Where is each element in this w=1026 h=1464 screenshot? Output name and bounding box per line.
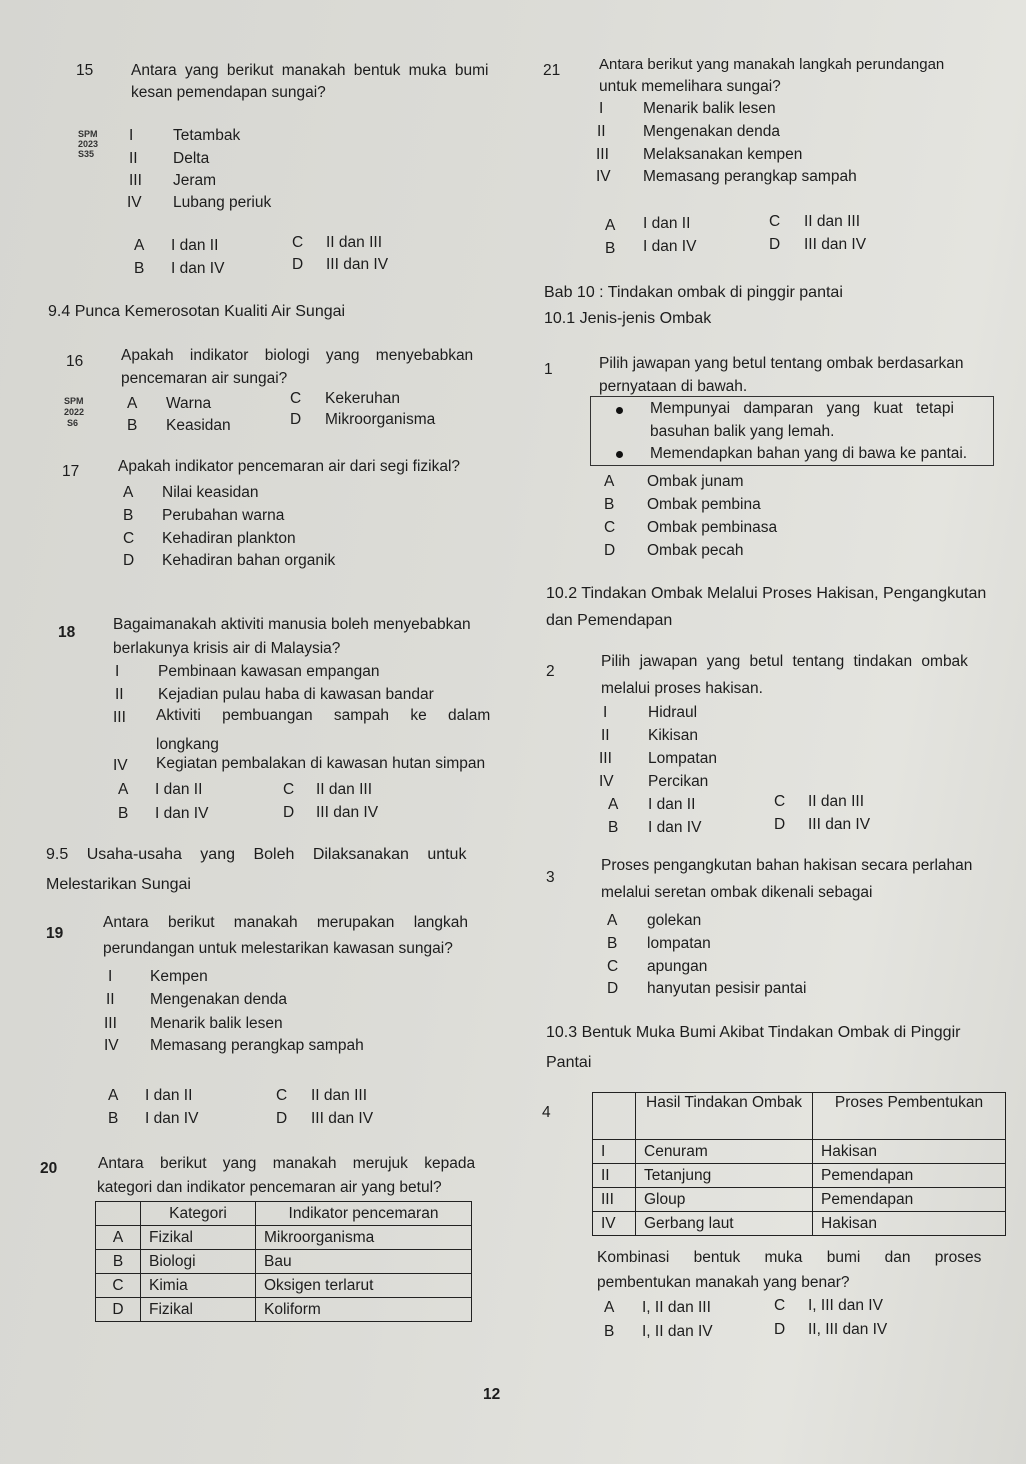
q18-stem: Bagaimanakah aktiviti manusia boleh menyebabkan — [113, 616, 471, 633]
q20-table — [95, 1201, 472, 1322]
spm-tag: SPM — [64, 396, 84, 406]
item-text: Delta — [173, 150, 210, 167]
section-heading: dan Pemendapan — [546, 612, 673, 629]
option-text: Ombak pembina — [647, 496, 761, 513]
item-text: Menarik balik lesen — [150, 1015, 283, 1032]
item-text: Kegiatan pembalakan di kawasan hutan simpan — [156, 755, 486, 772]
q20-stem: Antara berikut yang manakah merujuk kepada — [98, 1155, 476, 1172]
item-roman: IV — [599, 773, 614, 790]
item-roman: I — [603, 704, 608, 721]
item-roman: I — [108, 968, 113, 985]
option-text: III dan IV — [311, 1110, 374, 1127]
table-cell: Hakisan — [813, 1212, 1006, 1236]
section-heading: 9.4 Punca Kemerosotan Kualiti Air Sungai — [48, 303, 346, 320]
q16-stem: pencemaran air sungai? — [121, 370, 288, 387]
option-letter: C — [290, 390, 302, 407]
table-cell: Hakisan — [813, 1140, 1006, 1164]
statement-text: Memendapkan bahan yang di bawa ke pantai. — [650, 445, 968, 462]
option-letter: D — [283, 804, 295, 821]
r3-number: 3 — [546, 869, 555, 886]
option-letter: D — [276, 1110, 288, 1127]
table-cell: Tetanjung — [636, 1164, 813, 1188]
item-text: longkang — [156, 736, 219, 753]
table-header-row — [593, 1093, 1006, 1140]
option-text: I dan IV — [171, 260, 225, 277]
q19-stem: Antara berikut manakah merupakan langkah — [103, 914, 469, 931]
item-text: Tetambak — [173, 127, 241, 144]
r3-stem: Proses pengangkutan bahan hakisan secara perlahan — [601, 857, 973, 874]
option-text: II dan III — [808, 793, 865, 810]
q15-number: 15 — [76, 62, 94, 79]
item-text: Lubang periuk — [173, 194, 272, 211]
q16-stem: Apakah indikator biologi yang menyebabkan — [121, 347, 474, 364]
item-roman: II — [597, 123, 606, 140]
table-cell: Kimia — [141, 1274, 256, 1298]
item-roman: III — [129, 172, 142, 189]
item-roman: III — [104, 1015, 117, 1032]
table-row — [593, 1164, 1006, 1188]
statement-text: Mempunyai damparan yang kuat tetapi — [650, 400, 954, 417]
item-roman: II — [106, 991, 115, 1008]
option-text: III dan IV — [804, 236, 867, 253]
q18-number: 18 — [58, 624, 76, 641]
option-letter: B — [118, 805, 129, 822]
option-letter: A — [134, 237, 145, 254]
table-cell: D — [96, 1298, 141, 1322]
section-heading: Melestarikan Sungai — [46, 876, 191, 893]
item-roman: I — [115, 663, 120, 680]
table-cell: III — [593, 1188, 636, 1212]
option-letter: D — [774, 816, 786, 833]
option-text: I dan II — [648, 796, 696, 813]
option-letter: B — [123, 507, 134, 524]
table-cell: B — [96, 1250, 141, 1274]
r4-stem: Kombinasi bentuk muka bumi dan proses — [597, 1249, 982, 1266]
table-cell: Pemendapan — [813, 1164, 1006, 1188]
option-text: apungan — [647, 958, 708, 975]
option-text: I dan IV — [648, 819, 702, 836]
item-text: Mengenakan denda — [150, 991, 288, 1008]
table-header — [96, 1202, 141, 1226]
item-roman: II — [115, 686, 124, 703]
item-text: Jeram — [173, 172, 217, 189]
option-letter: A — [607, 912, 618, 929]
item-roman: IV — [113, 757, 128, 774]
option-text: II dan III — [316, 781, 373, 798]
item-text: Kikisan — [648, 727, 698, 744]
item-roman: II — [129, 150, 138, 167]
item-text: Mengenakan denda — [643, 123, 781, 140]
option-letter: A — [604, 1299, 615, 1316]
section-heading: 9.5 Usaha-usaha yang Boleh Dilaksanakan untuk — [46, 846, 467, 863]
option-text: Keasidan — [166, 417, 231, 434]
item-roman: I — [129, 127, 134, 144]
option-letter: A — [118, 781, 129, 798]
table-cell: Gerbang laut — [636, 1212, 813, 1236]
item-roman: III — [596, 146, 609, 163]
option-letter: C — [283, 781, 295, 798]
option-letter: A — [127, 395, 138, 412]
q17-stem: Apakah indikator pencemaran air dari segi fizikal? — [118, 458, 461, 475]
table-header: Hasil Tindakan Ombak — [636, 1093, 813, 1140]
table-row — [96, 1250, 472, 1274]
option-text: Kekeruhan — [325, 390, 400, 407]
item-roman: III — [599, 750, 612, 767]
bullet-icon — [616, 407, 623, 414]
item-text: Melaksanakan kempen — [643, 146, 803, 163]
option-text: lompatan — [647, 935, 711, 952]
option-letter: D — [607, 980, 619, 997]
q19-stem: perundangan untuk melestarikan kawasan sungai? — [103, 940, 453, 957]
table-cell: IV — [593, 1212, 636, 1236]
option-letter: C — [276, 1087, 288, 1104]
option-letter: B — [134, 260, 145, 277]
option-letter: B — [604, 496, 615, 513]
table-cell: Bau — [256, 1250, 472, 1274]
option-text: III dan IV — [326, 256, 389, 273]
q18-stem: berlakunya krisis air di Malaysia? — [113, 640, 341, 657]
item-roman: IV — [104, 1037, 119, 1054]
table-cell: Gloup — [636, 1188, 813, 1212]
q17-number: 17 — [62, 463, 80, 480]
r2-stem: Pilih jawapan yang betul tentang tindakan ombak — [601, 653, 968, 670]
option-letter: A — [604, 473, 615, 490]
option-text: Ombak pembinasa — [647, 519, 778, 536]
option-letter: A — [605, 217, 616, 234]
option-letter: C — [123, 530, 135, 547]
statement-text: basuhan balik yang lemah. — [650, 423, 835, 440]
r1-stem: pernyataan di bawah. — [599, 378, 748, 395]
bullet-icon — [616, 451, 623, 458]
option-letter: C — [607, 958, 619, 975]
table-cell: I — [593, 1140, 636, 1164]
r4-stem: pembentukan manakah yang benar? — [597, 1274, 850, 1291]
option-text: Ombak junam — [647, 473, 744, 490]
option-text: I dan II — [155, 781, 203, 798]
table-row — [96, 1226, 472, 1250]
spm-tag: SPM — [78, 129, 98, 139]
option-letter: B — [108, 1110, 119, 1127]
spm-tag: 2023 — [78, 139, 99, 149]
option-letter: C — [604, 519, 616, 536]
table-cell: Koliform — [256, 1298, 472, 1322]
table-cell: Fizikal — [141, 1298, 256, 1322]
item-roman: III — [113, 709, 126, 726]
table-cell: Cenuram — [636, 1140, 813, 1164]
option-text: II, III dan IV — [808, 1321, 888, 1338]
item-text: Menarik balik lesen — [643, 100, 776, 117]
item-roman: I — [599, 100, 604, 117]
q16-number: 16 — [66, 353, 84, 370]
q15-stem: Antara yang berikut manakah bentuk muka bumi — [131, 62, 489, 79]
table-row — [593, 1188, 1006, 1212]
option-text: hanyutan pesisir pantai — [647, 980, 807, 997]
r3-stem: melalui seretan ombak dikenali sebagai — [601, 884, 873, 901]
table-row — [593, 1212, 1006, 1236]
item-text: Percikan — [648, 773, 709, 790]
chapter-heading: Bab 10 : Tindakan ombak di pinggir pantai — [544, 284, 843, 301]
option-letter: B — [607, 935, 618, 952]
option-letter: A — [123, 484, 134, 501]
table-cell: Oksigen terlarut — [256, 1274, 472, 1298]
table-header: Indikator pencemaran — [256, 1202, 472, 1226]
item-text: Kempen — [150, 968, 208, 985]
spm-tag: 2022 — [64, 407, 85, 417]
table-cell: Pemendapan — [813, 1188, 1006, 1212]
option-text: Mikroorganisma — [325, 411, 436, 428]
option-text: II dan III — [326, 234, 383, 251]
option-letter: D — [774, 1321, 786, 1338]
r2-number: 2 — [546, 663, 555, 680]
q21-stem: Antara berikut yang manakah langkah perundangan — [599, 56, 945, 73]
option-letter: B — [604, 1323, 615, 1340]
option-text: III dan IV — [316, 804, 379, 821]
item-roman: II — [601, 727, 610, 744]
option-letter: B — [127, 417, 138, 434]
option-text: I dan II — [171, 237, 219, 254]
option-text: II dan III — [804, 213, 861, 230]
option-letter: C — [769, 213, 781, 230]
item-text: Memasang perangkap sampah — [150, 1037, 364, 1054]
section-heading: Pantai — [546, 1054, 592, 1071]
table-cell: II — [593, 1164, 636, 1188]
item-text: Kejadian pulau haba di kawasan bandar — [158, 686, 434, 703]
table-cell: Mikroorganisma — [256, 1226, 472, 1250]
item-roman: IV — [596, 168, 611, 185]
option-text: golekan — [647, 912, 702, 929]
option-text: II dan III — [311, 1087, 368, 1104]
q19-number: 19 — [46, 925, 64, 942]
section-heading: 10.1 Jenis-jenis Ombak — [544, 310, 712, 327]
option-text: Kehadiran bahan organik — [162, 552, 336, 569]
option-text: Warna — [166, 395, 212, 412]
option-text: I dan II — [145, 1087, 193, 1104]
r1-stem: Pilih jawapan yang betul tentang ombak berdasarkan — [599, 355, 964, 372]
r1-number: 1 — [544, 361, 553, 378]
table-header — [593, 1093, 636, 1140]
table-cell: A — [96, 1226, 141, 1250]
option-letter: C — [774, 793, 786, 810]
option-letter: D — [604, 542, 616, 559]
item-text: Hidraul — [648, 704, 698, 721]
item-text: Aktiviti pembuangan sampah ke dalam — [156, 707, 491, 724]
item-text: Lompatan — [648, 750, 717, 767]
option-letter: C — [774, 1297, 786, 1314]
r4-table — [592, 1092, 1006, 1236]
table-row — [593, 1140, 1006, 1164]
option-text: Perubahan warna — [162, 507, 285, 524]
item-text: Memasang perangkap sampah — [643, 168, 857, 185]
section-heading: 10.2 Tindakan Ombak Melalui Proses Hakisan, Pengangkutan — [546, 585, 987, 602]
option-letter: A — [608, 796, 619, 813]
option-text: I dan II — [643, 215, 691, 232]
table-row — [96, 1274, 472, 1298]
spm-tag: S35 — [78, 149, 95, 159]
q20-number: 20 — [40, 1160, 58, 1177]
option-text: Nilai keasidan — [162, 484, 259, 501]
q21-stem: untuk memelihara sungai? — [599, 78, 781, 95]
section-heading: 10.3 Bentuk Muka Bumi Akibat Tindakan Ombak di Pinggir — [546, 1024, 961, 1041]
spm-tag: S6 — [67, 418, 79, 428]
option-text: Ombak pecah — [647, 542, 744, 559]
option-letter: C — [292, 234, 304, 251]
option-text: I dan IV — [145, 1110, 199, 1127]
option-text: III dan IV — [808, 816, 871, 833]
table-header: Proses Pembentukan — [813, 1093, 1006, 1140]
option-letter: A — [108, 1087, 119, 1104]
r2-stem: melalui proses hakisan. — [601, 680, 763, 697]
option-letter: D — [123, 552, 135, 569]
table-cell: C — [96, 1274, 141, 1298]
option-letter: B — [605, 240, 616, 257]
item-text: Pembinaan kawasan empangan — [158, 663, 380, 680]
option-letter: D — [769, 236, 781, 253]
q21-number: 21 — [543, 62, 561, 79]
option-text: Kehadiran plankton — [162, 530, 296, 547]
table-cell: Biologi — [141, 1250, 256, 1274]
q15-stem: kesan pemendapan sungai? — [131, 84, 326, 101]
option-text: I dan IV — [155, 805, 209, 822]
option-text: I, III dan IV — [808, 1297, 883, 1314]
q20-stem: kategori dan indikator pencemaran air yang betul? — [97, 1179, 442, 1196]
option-text: I, II dan III — [642, 1299, 711, 1316]
page-number: 12 — [483, 1386, 501, 1403]
item-roman: IV — [127, 194, 142, 211]
table-cell: Fizikal — [141, 1226, 256, 1250]
table-header: Kategori — [141, 1202, 256, 1226]
table-header-row — [96, 1202, 472, 1226]
option-text: I, II dan IV — [642, 1323, 713, 1340]
option-text: I dan IV — [643, 238, 697, 255]
r4-number: 4 — [542, 1104, 551, 1121]
option-letter: D — [290, 411, 302, 428]
table-row — [96, 1298, 472, 1322]
option-letter: D — [292, 256, 304, 273]
option-letter: B — [608, 819, 619, 836]
